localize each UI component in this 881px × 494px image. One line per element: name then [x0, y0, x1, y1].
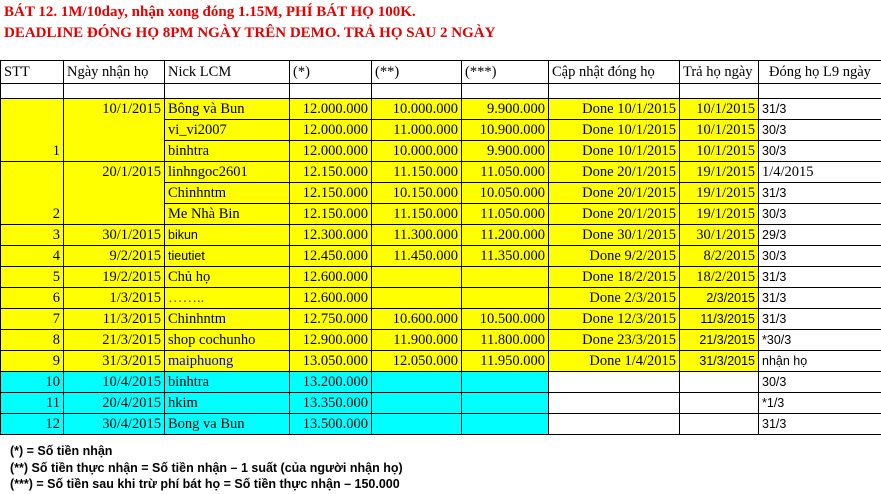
footnote-2[interactable]: (**) Số tiền thực nhận = Số tiền nhận – 1 suất (của người nhận họ)	[10, 460, 403, 475]
cell-dong-ho[interactable]: 31/3	[759, 288, 881, 309]
blank-cell[interactable]	[462, 84, 549, 99]
cell-cap-nhat[interactable]: Done 20/1/2015	[549, 204, 680, 225]
cell-nick[interactable]: maiphuong	[165, 351, 290, 372]
header-stt[interactable]: STT	[1, 61, 64, 84]
header-nick-lcm[interactable]: Nick LCM	[165, 61, 290, 84]
cell-stt[interactable]: 11	[1, 393, 64, 414]
cell-tra-ho[interactable]: 19/1/2015	[680, 162, 759, 183]
cell-cap-nhat[interactable]	[549, 414, 680, 435]
cell-tra-ho[interactable]	[680, 414, 759, 435]
header-tra-ho-ngay[interactable]: Trả họ ngày	[680, 61, 759, 84]
cell-ngay-nhan-ho[interactable]: 31/3/2015	[64, 351, 165, 372]
cell-nick[interactable]: Chinhntm	[165, 309, 290, 330]
cell-tra-ho[interactable]: 10/1/2015	[680, 120, 759, 141]
cell-so-tien-sau-phi[interactable]: 11.050.000	[462, 162, 549, 183]
cell-ngay-nhan-ho[interactable]: 19/2/2015	[64, 267, 165, 288]
cell-so-tien-sau-phi[interactable]	[462, 372, 549, 393]
cell-so-tien-sau-phi[interactable]: 11.800.000	[462, 330, 549, 351]
cell-so-tien-thuc-nhan[interactable]: 12.050.000	[372, 351, 462, 372]
footnote-1[interactable]: (*) = Số tiền nhận	[10, 444, 113, 458]
cell-cap-nhat[interactable]: Done 18/2/2015	[549, 267, 680, 288]
cell-tra-ho[interactable]	[680, 393, 759, 414]
cell-stt[interactable]: 9	[1, 351, 64, 372]
cell-so-tien-sau-phi[interactable]	[462, 393, 549, 414]
cell-so-tien-sau-phi[interactable]: 11.350.000	[462, 246, 549, 267]
table-row	[1, 330, 881, 351]
cell-cap-nhat[interactable]: Done 12/3/2015	[549, 309, 680, 330]
cell-so-tien-nhan[interactable]: 12.750.000	[290, 309, 372, 330]
table-row	[1, 225, 881, 246]
cell-cap-nhat[interactable]: Done 1/4/2015	[549, 351, 680, 372]
cell-dong-ho[interactable]: 31/3	[759, 183, 881, 204]
table-row	[1, 267, 881, 288]
cell-so-tien-nhan[interactable]: 12.900.000	[290, 330, 372, 351]
cell-nick[interactable]: bikun	[165, 225, 290, 246]
cell-dong-ho[interactable]: 30/3	[759, 141, 881, 162]
cell-stt[interactable]: 10	[1, 372, 64, 393]
cell-so-tien-thuc-nhan[interactable]: 11.300.000	[372, 225, 462, 246]
cell-so-tien-sau-phi[interactable]: 10.500.000	[462, 309, 549, 330]
cell-nick[interactable]: shop cochunho	[165, 330, 290, 351]
cell-tra-ho[interactable]: 2/3/2015	[680, 288, 759, 309]
blank-cell[interactable]	[1, 84, 64, 99]
table-row	[1, 309, 881, 330]
cell-cap-nhat[interactable]: Done 10/1/2015	[549, 99, 680, 120]
cell-so-tien-thuc-nhan[interactable]: 11.900.000	[372, 330, 462, 351]
cell-so-tien-sau-phi[interactable]	[462, 288, 549, 309]
cell-so-tien-thuc-nhan[interactable]	[372, 372, 462, 393]
cell-so-tien-thuc-nhan[interactable]	[372, 267, 462, 288]
cell-ngay-nhan-ho[interactable]: 1/3/2015	[64, 288, 165, 309]
cell-dong-ho[interactable]: 30/3	[759, 246, 881, 267]
cell-so-tien-sau-phi[interactable]: 10.050.000	[462, 183, 549, 204]
cell-cap-nhat[interactable]: Done 10/1/2015	[549, 141, 680, 162]
cell-dong-ho[interactable]: 31/3	[759, 267, 881, 288]
cell-so-tien-nhan[interactable]: 12.450.000	[290, 246, 372, 267]
cell-nick[interactable]: Me Nhà Bin	[165, 204, 290, 225]
cell-so-tien-nhan[interactable]: 12.150.000	[290, 162, 372, 183]
cell-so-tien-nhan[interactable]: 12.000.000	[290, 99, 372, 120]
cell-so-tien-thuc-nhan[interactable]: 11.000.000	[372, 120, 462, 141]
blank-cell[interactable]	[165, 84, 290, 99]
cell-so-tien-sau-phi[interactable]: 10.900.000	[462, 120, 549, 141]
cell-nick[interactable]: ……..	[165, 288, 290, 309]
cell-dong-ho[interactable]: 30/3	[759, 204, 881, 225]
table-row	[1, 246, 881, 267]
cell-nick[interactable]: tieutiet	[165, 246, 290, 267]
cell-dong-ho[interactable]: 30/3	[759, 372, 881, 393]
table-row	[1, 288, 881, 309]
cell-tra-ho[interactable]: 11/3/2015	[680, 309, 759, 330]
cell-so-tien-sau-phi[interactable]: 9.900.000	[462, 99, 549, 120]
cell-stt[interactable]: 3	[1, 225, 64, 246]
cell-tra-ho[interactable]: 10/1/2015	[680, 141, 759, 162]
cell-so-tien-sau-phi[interactable]: 11.050.000	[462, 204, 549, 225]
cell-dong-ho[interactable]: 31/3	[759, 414, 881, 435]
cell-ngay-nhan-ho[interactable]: 9/2/2015	[64, 246, 165, 267]
cell-cap-nhat[interactable]: Done 10/1/2015	[549, 120, 680, 141]
cell-cap-nhat[interactable]: Done 9/2/2015	[549, 246, 680, 267]
cell-so-tien-nhan[interactable]: 12.000.000	[290, 120, 372, 141]
table-row	[1, 393, 881, 414]
cell-tra-ho[interactable]: 21/3/2015	[680, 330, 759, 351]
cell-so-tien-nhan[interactable]: 13.350.000	[290, 393, 372, 414]
cell-so-tien-thuc-nhan[interactable]: 11.150.000	[372, 204, 462, 225]
cell-dong-ho[interactable]: *30/3	[759, 330, 881, 351]
cell-nick[interactable]: vi_vi2007	[165, 120, 290, 141]
cell-stt[interactable]: 2	[1, 162, 64, 225]
cell-so-tien-nhan[interactable]: 13.200.000	[290, 372, 372, 393]
cell-dong-ho[interactable]: 1/4/2015	[759, 162, 881, 183]
header-so-tien-sau-phi[interactable]: (***)	[462, 61, 549, 84]
cell-so-tien-sau-phi[interactable]	[462, 414, 549, 435]
blank-cell[interactable]	[290, 84, 372, 99]
blank-cell[interactable]	[64, 84, 165, 99]
cell-so-tien-sau-phi[interactable]: 9.900.000	[462, 141, 549, 162]
sheet-title-line-2[interactable]: DEADLINE ĐÓNG HỌ 8PM NGÀY TRÊN DEMO. TRẢ HỌ SAU 2 NGÀY	[4, 25, 496, 41]
cell-dong-ho[interactable]: *1/3	[759, 393, 881, 414]
cell-nick[interactable]: Chinhntm	[165, 183, 290, 204]
spreadsheet-table	[0, 60, 881, 435]
cell-nick[interactable]: binhtra	[165, 141, 290, 162]
footnote-3[interactable]: (***) = Số tiền sau khi trừ phí bát họ = Số tiền thực nhận – 150.000	[10, 477, 400, 491]
cell-dong-ho[interactable]: 31/3	[759, 99, 881, 120]
cell-stt[interactable]: 4	[1, 246, 64, 267]
blank-cell[interactable]	[759, 84, 881, 99]
cell-tra-ho[interactable]: 19/1/2015	[680, 204, 759, 225]
table-row	[1, 351, 881, 372]
cell-tra-ho[interactable]: 19/1/2015	[680, 183, 759, 204]
cell-stt[interactable]: 12	[1, 414, 64, 435]
cell-stt[interactable]: 6	[1, 288, 64, 309]
cell-stt[interactable]: 1	[1, 99, 64, 162]
cell-nick[interactable]: Bong va Bun	[165, 414, 290, 435]
cell-tra-ho[interactable]: 30/1/2015	[680, 225, 759, 246]
cell-nick[interactable]: binhtra	[165, 372, 290, 393]
table-row	[1, 162, 881, 183]
header-so-tien-nhan[interactable]: (*)	[290, 61, 372, 84]
cell-so-tien-nhan[interactable]: 12.300.000	[290, 225, 372, 246]
cell-tra-ho[interactable]: 10/1/2015	[680, 99, 759, 120]
cell-tra-ho[interactable]	[680, 372, 759, 393]
cell-dong-ho[interactable]: 31/3	[759, 309, 881, 330]
cell-so-tien-sau-phi[interactable]	[462, 267, 549, 288]
cell-so-tien-nhan[interactable]: 13.050.000	[290, 351, 372, 372]
cell-ngay-nhan-ho[interactable]: 20/1/2015	[64, 162, 165, 225]
cell-cap-nhat[interactable]	[549, 393, 680, 414]
cell-so-tien-nhan[interactable]: 12.000.000	[290, 141, 372, 162]
cell-stt[interactable]: 5	[1, 267, 64, 288]
cell-so-tien-nhan[interactable]: 12.600.000	[290, 288, 372, 309]
cell-so-tien-sau-phi[interactable]: 11.950.000	[462, 351, 549, 372]
table-row	[1, 99, 881, 120]
cell-ngay-nhan-ho[interactable]: 10/1/2015	[64, 99, 165, 162]
cell-cap-nhat[interactable]: Done 2/3/2015	[549, 288, 680, 309]
cell-ngay-nhan-ho[interactable]: 30/1/2015	[64, 225, 165, 246]
cell-ngay-nhan-ho[interactable]: 30/4/2015	[64, 414, 165, 435]
cell-cap-nhat[interactable]	[549, 372, 680, 393]
cell-cap-nhat[interactable]: Done 30/1/2015	[549, 225, 680, 246]
cell-ngay-nhan-ho[interactable]: 20/4/2015	[64, 393, 165, 414]
cell-so-tien-thuc-nhan[interactable]: 10.000.000	[372, 141, 462, 162]
blank-cell[interactable]	[372, 84, 462, 99]
cell-cap-nhat[interactable]: Done 23/3/2015	[549, 330, 680, 351]
cell-so-tien-thuc-nhan[interactable]	[372, 414, 462, 435]
cell-nick[interactable]: hkim	[165, 393, 290, 414]
cell-nick[interactable]: Chủ họ	[165, 267, 290, 288]
cell-so-tien-thuc-nhan[interactable]	[372, 288, 462, 309]
cell-so-tien-nhan[interactable]: 12.150.000	[290, 183, 372, 204]
blank-cell[interactable]	[680, 84, 759, 99]
cell-so-tien-thuc-nhan[interactable]: 10.600.000	[372, 309, 462, 330]
cell-so-tien-thuc-nhan[interactable]: 11.450.000	[372, 246, 462, 267]
header-cap-nhat-dong-ho[interactable]: Cập nhật đóng họ	[549, 61, 680, 84]
cell-ngay-nhan-ho[interactable]: 10/4/2015	[64, 372, 165, 393]
cell-tra-ho[interactable]: 18/2/2015	[680, 267, 759, 288]
sheet-title-line-1[interactable]: BÁT 12. 1M/10day, nhận xong đóng 1.15M, PHÍ BÁT HỌ 100K.	[4, 4, 416, 20]
cell-so-tien-nhan[interactable]: 13.500.000	[290, 414, 372, 435]
cell-tra-ho[interactable]: 31/3/2015	[680, 351, 759, 372]
cell-dong-ho[interactable]: nhận họ	[759, 351, 881, 372]
blank-cell[interactable]	[549, 84, 680, 99]
cell-stt[interactable]: 7	[1, 309, 64, 330]
cell-so-tien-thuc-nhan[interactable]	[372, 393, 462, 414]
cell-ngay-nhan-ho[interactable]: 21/3/2015	[64, 330, 165, 351]
footnotes	[10, 443, 403, 493]
table-row	[1, 414, 881, 435]
table-row	[1, 372, 881, 393]
cell-cap-nhat[interactable]: Done 20/1/2015	[549, 183, 680, 204]
cell-so-tien-thuc-nhan[interactable]: 11.150.000	[372, 162, 462, 183]
cell-dong-ho[interactable]: 29/3	[759, 225, 881, 246]
header-so-tien-thuc-nhan[interactable]: (**)	[372, 61, 462, 84]
header-ngay-nhan-ho[interactable]: Ngày nhận họ	[64, 61, 165, 84]
cell-nick[interactable]: Bông và Bun	[165, 99, 290, 120]
cell-tra-ho[interactable]: 8/2/2015	[680, 246, 759, 267]
cell-stt[interactable]: 8	[1, 330, 64, 351]
cell-so-tien-thuc-nhan[interactable]: 10.000.000	[372, 99, 462, 120]
cell-nick[interactable]: linhngoc2601	[165, 162, 290, 183]
cell-dong-ho[interactable]: 30/3	[759, 120, 881, 141]
cell-so-tien-nhan[interactable]: 12.600.000	[290, 267, 372, 288]
cell-so-tien-sau-phi[interactable]: 11.200.000	[462, 225, 549, 246]
cell-so-tien-nhan[interactable]: 12.150.000	[290, 204, 372, 225]
header-dong-ho-l9[interactable]: Đóng họ L9 ngày	[759, 61, 881, 84]
cell-ngay-nhan-ho[interactable]: 11/3/2015	[64, 309, 165, 330]
cell-so-tien-thuc-nhan[interactable]: 10.150.000	[372, 183, 462, 204]
cell-cap-nhat[interactable]: Done 20/1/2015	[549, 162, 680, 183]
blank-row	[1, 84, 881, 99]
header-row	[1, 61, 881, 84]
